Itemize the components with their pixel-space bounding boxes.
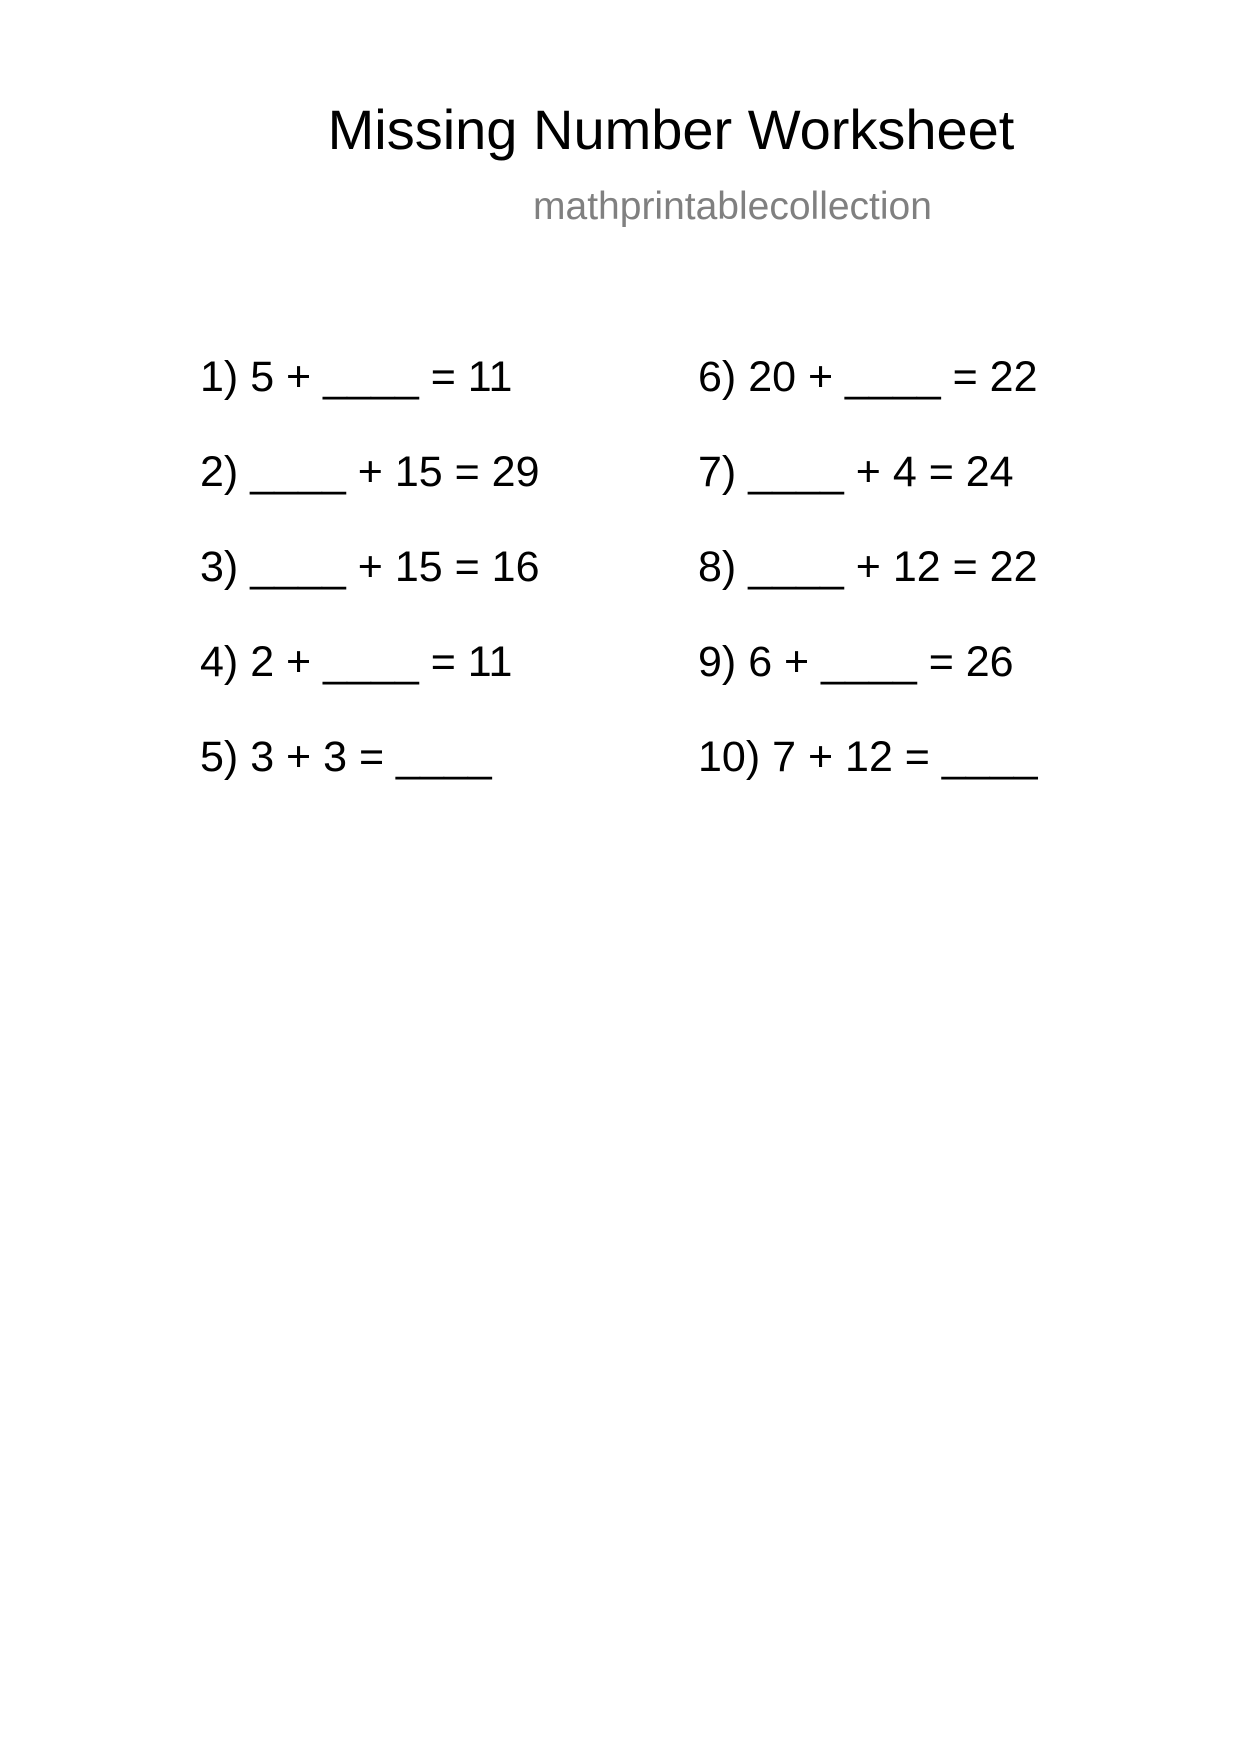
problems-left-column <box>200 352 540 827</box>
problem-3 <box>200 542 540 637</box>
problem-10 <box>698 732 1038 827</box>
problem-equation: ____ + 4 = 24 <box>748 448 1014 496</box>
problem-number: 2) <box>200 448 239 496</box>
problem-number: 4) <box>200 638 239 686</box>
problem-equation: 5 + ____ = 11 <box>250 353 513 401</box>
problem-4 <box>200 637 540 732</box>
problem-equation: 7 + 12 = ____ <box>772 733 1038 781</box>
problem-9 <box>698 637 1038 732</box>
problem-number: 9) <box>698 638 737 686</box>
problem-equation: ____ + 12 = 22 <box>748 543 1038 591</box>
problem-number: 1) <box>200 353 239 401</box>
problem-equation: 3 + 3 = ____ <box>250 733 492 781</box>
problem-1 <box>200 352 540 447</box>
worksheet-title: Missing Number Worksheet <box>327 98 1015 161</box>
problem-number: 8) <box>698 543 737 591</box>
problem-2 <box>200 447 540 542</box>
problem-number: 5) <box>200 733 239 781</box>
problem-equation: ____ + 15 = 29 <box>250 448 540 496</box>
worksheet-subtitle: mathprintablecollection <box>533 185 932 228</box>
problem-equation: 20 + ____ = 22 <box>748 353 1038 401</box>
problem-number: 10) <box>698 733 761 781</box>
problem-number: 6) <box>698 353 737 401</box>
problem-equation: ____ + 15 = 16 <box>250 543 540 591</box>
problem-7 <box>698 447 1038 542</box>
problem-number: 3) <box>200 543 239 591</box>
problems-right-column <box>698 352 1038 827</box>
problem-equation: 2 + ____ = 11 <box>250 638 513 686</box>
problem-6 <box>698 352 1038 447</box>
problem-8 <box>698 542 1038 637</box>
problem-number: 7) <box>698 448 737 496</box>
problem-5 <box>200 732 540 827</box>
problem-equation: 6 + ____ = 26 <box>748 638 1014 686</box>
